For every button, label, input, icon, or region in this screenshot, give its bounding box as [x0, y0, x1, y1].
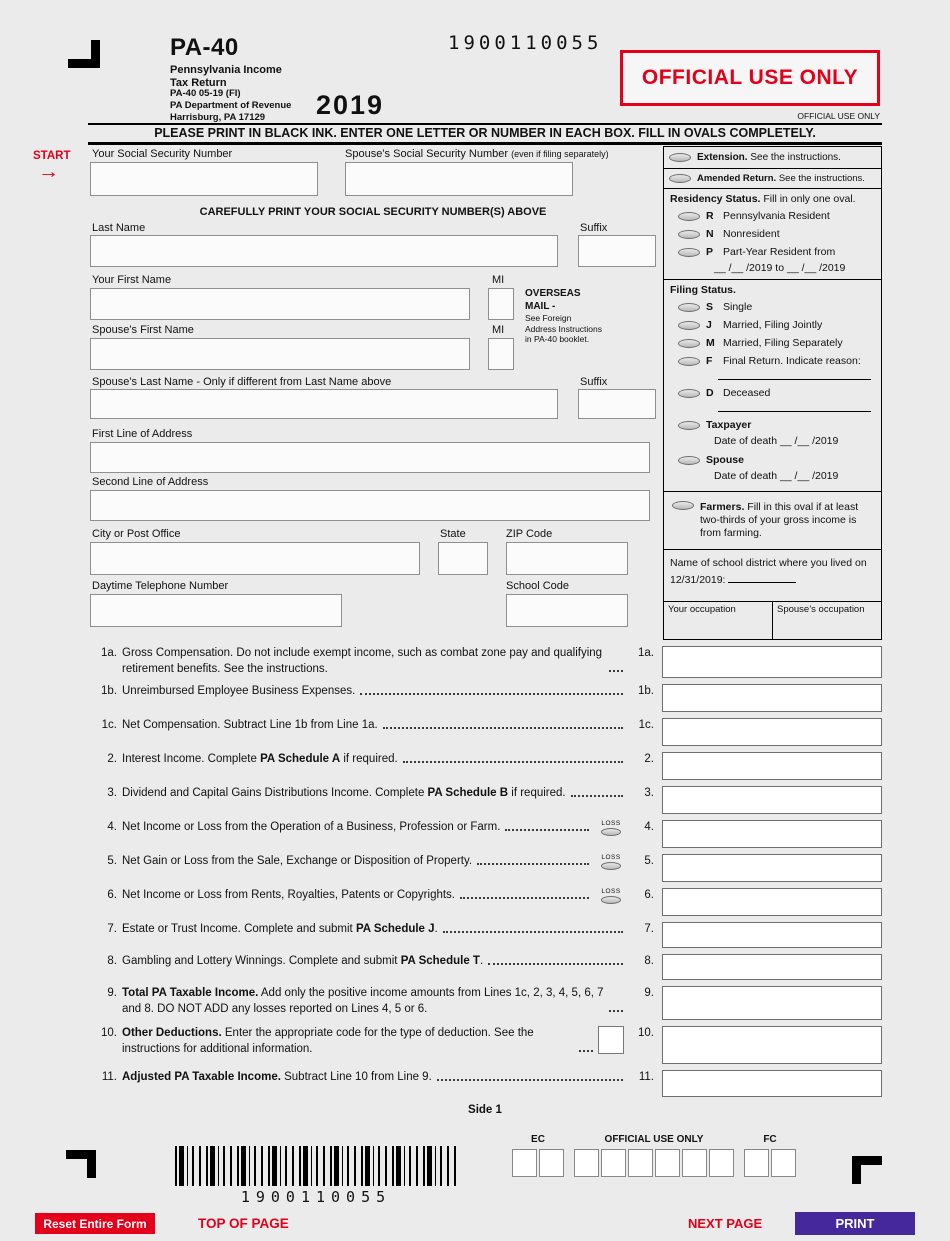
line-ref: 9. — [644, 987, 654, 999]
spouse-oval[interactable] — [678, 456, 700, 465]
line-text: Unreimbursed Employee Business Expenses. — [122, 685, 356, 697]
official-use-box-1[interactable] — [574, 1149, 599, 1177]
line-text: Net Compensation. Subtract Line 1b from Line 1a. — [122, 719, 378, 731]
spouse-mi-input[interactable] — [488, 338, 514, 370]
your-occupation-field[interactable] — [664, 602, 772, 639]
amount-box-1a[interactable] — [662, 646, 882, 678]
official-use-box-6[interactable] — [709, 1149, 734, 1177]
spouse-last-name-input[interactable] — [90, 389, 558, 419]
filing-code-letter: F — [706, 355, 713, 367]
ec-group — [512, 1134, 564, 1177]
filing-option-S — [670, 298, 875, 316]
farmers-label-rest: Fill in this oval if at least two-thirds of your gross income is from farming. — [700, 501, 859, 540]
income-line-8 — [88, 953, 882, 985]
line-number: 10. — [101, 1027, 117, 1039]
address2-input[interactable] — [90, 490, 650, 521]
amount-box-1b[interactable] — [662, 684, 882, 712]
line-ref: 3. — [644, 787, 654, 799]
registration-mark-bottom-left — [66, 1150, 96, 1178]
spouse-deceased-option — [670, 451, 875, 469]
filing-option-label: Married, Filing Separately — [723, 337, 843, 349]
taxpayer-label: Taxpayer — [706, 419, 752, 431]
residency-title — [670, 193, 875, 205]
loss-oval-5[interactable] — [601, 862, 621, 870]
address1-row — [88, 426, 658, 476]
spouse-last-name-row — [88, 376, 658, 426]
farmers-oval[interactable] — [672, 501, 694, 510]
dotted-leader — [477, 863, 589, 865]
deceased-oval[interactable] — [678, 389, 700, 398]
official-use-only-caption: OFFICIAL USE ONLY — [797, 111, 880, 121]
taxpayer-oval[interactable] — [678, 421, 700, 430]
residency-title-rest: Fill in only one oval. — [763, 193, 856, 205]
dotted-leader — [460, 897, 589, 899]
official-use-codes-label: OFFICIAL USE ONLY — [604, 1134, 704, 1145]
address1-label: First Line of Address — [92, 428, 193, 440]
residency-option-R — [670, 207, 875, 225]
income-line-1b — [88, 683, 882, 717]
first-name-input[interactable] — [90, 288, 470, 320]
registration-mark-bottom-right — [852, 1156, 882, 1184]
spouse-last-name-label: Spouse’s Last Name - Only if different from Last Name above — [92, 376, 392, 388]
filing-oval-F[interactable] — [678, 357, 700, 366]
filing-status-title — [670, 284, 875, 296]
extension-row — [664, 147, 881, 169]
form-barcode-number-top: 1900110055 — [448, 32, 603, 54]
overseas-title-line1: OVERSEAS — [525, 288, 581, 299]
line-text: Adjusted PA Taxable Income. Subtract Line 10 from Line 9. — [122, 1071, 432, 1083]
income-line-2 — [88, 751, 882, 785]
side-label: Side 1 — [468, 1104, 502, 1116]
extension-label — [697, 152, 841, 163]
filing-option-label: Married, Filing Jointly — [723, 319, 823, 331]
overseas-mail-note — [525, 288, 653, 345]
line-ref: 1b. — [638, 685, 654, 697]
income-line-4 — [88, 819, 882, 853]
official-use-box-4[interactable] — [655, 1149, 680, 1177]
taxpayer-date-of-death[interactable]: Date of death __ /__ /2019 — [714, 435, 839, 447]
line-number: 1c. — [101, 719, 117, 731]
filing-oval-S[interactable] — [678, 303, 700, 312]
start-arrow-icon: → — [38, 160, 59, 183]
line-ref: 10. — [638, 1027, 654, 1039]
amount-box-6[interactable] — [662, 888, 882, 916]
residency-code-letter: P — [706, 246, 714, 258]
dotted-leader — [488, 963, 623, 965]
dotted-leader — [383, 727, 623, 729]
line-text: Gross Compensation. Do not include exempt income, such as combat zone pay and qualifying retirement benefits. See the instructions. — [122, 647, 603, 675]
fc-label: FC — [763, 1134, 777, 1145]
occupation-row — [664, 601, 881, 639]
amount-box-2[interactable] — [662, 752, 882, 780]
farmers-label — [700, 501, 873, 540]
residency-oval-N[interactable] — [678, 230, 700, 239]
mi-input[interactable] — [488, 288, 514, 320]
line-body — [122, 751, 628, 768]
part-year-dates[interactable]: __ /__ /2019 to __ /__ /2019 — [714, 262, 846, 274]
line-ref: 1c. — [638, 719, 654, 731]
filing-option-M — [670, 334, 875, 352]
dotted-leader — [505, 829, 589, 831]
residency-oval-R[interactable] — [678, 212, 700, 221]
city-state-zip-row — [88, 526, 658, 578]
next-page-link[interactable]: NEXT PAGE — [688, 1216, 763, 1231]
line-body — [122, 819, 594, 836]
overseas-note-line2: Address Instructions — [525, 323, 603, 334]
income-line-1a — [88, 645, 882, 683]
residency-code-letter: N — [706, 228, 714, 240]
school-district-label: Name of school district where you lived on 12/31/2019: — [670, 557, 867, 586]
state-input[interactable] — [438, 542, 488, 575]
amended-return-oval[interactable] — [669, 174, 691, 183]
income-line-7 — [88, 921, 882, 953]
spouse-mi-label: MI — [492, 324, 505, 336]
residency-option-label: Part-Year Resident from — [723, 246, 836, 258]
spouse-ssn-input[interactable] — [345, 162, 573, 196]
last-name-label: Last Name — [92, 222, 146, 234]
official-use-group — [574, 1134, 734, 1177]
taxpayer-deceased-option — [670, 416, 875, 434]
fc-box-1[interactable] — [744, 1149, 769, 1177]
residency-option-label: Pennsylvania Resident — [723, 210, 830, 222]
school-code-label: School Code — [506, 580, 569, 592]
amended-label-bold: Amended Return. — [697, 173, 777, 184]
official-use-only-text: OFFICIAL USE ONLY — [641, 66, 859, 89]
first-name-label: Your First Name — [92, 274, 172, 286]
spouse-ssn-label — [345, 148, 609, 160]
residency-option-N — [670, 225, 875, 243]
filing-code-letter: S — [706, 301, 714, 313]
print-instruction-bar: PLEASE PRINT IN BLACK INK. ENTER ONE LETTER OR NUMBER IN EACH BOX. FILL IN OVALS COMPLETELY. — [88, 123, 882, 145]
residency-oval-P[interactable] — [678, 248, 700, 257]
official-use-box-5[interactable] — [682, 1149, 707, 1177]
ec-label: EC — [531, 1134, 545, 1145]
income-line-1c — [88, 717, 882, 751]
last-name-input[interactable] — [90, 235, 558, 267]
line-text: Net Income or Loss from Rents, Royalties, Patents or Copyrights. — [122, 889, 455, 901]
official-use-codes — [512, 1134, 796, 1177]
suffix-input[interactable] — [578, 235, 656, 267]
address1-input[interactable] — [90, 442, 650, 473]
phone-label: Daytime Telephone Number — [92, 580, 229, 592]
farmers-label-bold: Farmers. — [700, 501, 745, 513]
line-body — [122, 645, 628, 677]
amount-box-1c[interactable] — [662, 718, 882, 746]
line-text: Gambling and Lottery Winnings. Complete and submit PA Schedule T. — [122, 955, 484, 967]
line-text: Total PA Taxable Income. Add only the positive income amounts from Lines 1c, 2, 3, 4, 5, 6, 7 and 8. DO NOT ADD any losses reported on Lines 4, 5 or 6. — [122, 987, 604, 1015]
start-label: START — [33, 150, 71, 162]
line-text: Estate or Trust Income. Complete and submit PA Schedule J. — [122, 923, 438, 935]
ssn-row — [88, 146, 658, 204]
filing-option-label: Single — [723, 301, 753, 313]
amount-box-9[interactable] — [662, 986, 882, 1020]
loss-label: LOSS — [601, 888, 621, 895]
tax-year: 2019 — [316, 90, 385, 120]
amount-box-10[interactable] — [662, 1026, 882, 1064]
form-subtitle — [170, 64, 282, 90]
amount-box-4[interactable] — [662, 820, 882, 848]
line-ref: 2. — [644, 753, 654, 765]
ec-box-1[interactable] — [512, 1149, 537, 1177]
filing-code-letter: M — [706, 337, 715, 349]
residency-title-bold: Residency Status. — [670, 193, 761, 205]
income-line-10 — [88, 1025, 882, 1069]
spouse-ssn-label-text: Spouse’s Social Security Number — [345, 148, 509, 160]
line-number: 11. — [101, 1071, 117, 1083]
extension-oval[interactable] — [669, 153, 691, 162]
filing-option-F — [670, 352, 875, 370]
loss-label: LOSS — [601, 854, 621, 861]
address2-label: Second Line of Address — [92, 476, 209, 488]
dotted-leader — [360, 693, 623, 695]
filing-code-letter: J — [706, 319, 712, 331]
phone-input[interactable] — [90, 594, 342, 627]
school-code-input[interactable] — [506, 594, 628, 627]
amended-label-rest: See the instructions. — [778, 173, 865, 184]
city-input[interactable] — [90, 542, 420, 575]
dotted-leader — [579, 1050, 593, 1052]
line-body — [122, 717, 628, 734]
amount-box-8[interactable] — [662, 954, 882, 980]
loss-label: LOSS — [601, 820, 621, 827]
form-title-block — [170, 34, 282, 90]
overseas-note-line1: See Foreign — [525, 313, 572, 323]
line-number: 6. — [107, 889, 117, 901]
farmers-section — [664, 491, 881, 549]
dotted-leader — [609, 670, 623, 672]
line-number: 5. — [107, 855, 117, 867]
filing-title-bold: Filing Status. — [670, 284, 736, 296]
spouse-first-name-label: Spouse’s First Name — [92, 324, 194, 336]
deceased-code-letter: D — [706, 387, 714, 399]
amended-return-label — [697, 173, 865, 184]
line-ref: 7. — [644, 923, 654, 935]
line-body — [122, 853, 594, 870]
filing-oval-J[interactable] — [678, 321, 700, 330]
spouse-ssn-label-note: (even if filing separately) — [511, 149, 609, 159]
amount-box-7[interactable] — [662, 922, 882, 948]
spouse-suffix-input[interactable] — [578, 389, 656, 419]
line-ref: 1a. — [638, 647, 654, 659]
line-text: Interest Income. Complete PA Schedule A if required. — [122, 753, 398, 765]
suffix-label: Suffix — [580, 222, 608, 234]
line-ref: 8. — [644, 955, 654, 967]
spouse-occupation-field[interactable] — [772, 602, 881, 639]
loss-indicator — [594, 853, 628, 870]
dotted-leader — [609, 1010, 623, 1012]
top-of-page-link[interactable]: TOP OF PAGE — [198, 1216, 289, 1231]
zip-label: ZIP Code — [506, 528, 553, 540]
line-number: 9. — [107, 987, 117, 999]
school-district-section — [664, 549, 881, 594]
ssn-caution-text: CAREFULLY PRINT YOUR SOCIAL SECURITY NUMBER(S) ABOVE — [199, 206, 547, 218]
school-district-input-line[interactable] — [728, 574, 796, 583]
final-return-reason-line[interactable] — [718, 372, 871, 380]
personal-info-section — [88, 146, 658, 632]
barcode — [175, 1146, 457, 1186]
subtitle-line1: Pennsylvania Income — [170, 64, 282, 76]
line-ref: 11. — [638, 1071, 654, 1083]
ssn-label: Your Social Security Number — [92, 148, 233, 160]
line-body — [122, 985, 628, 1017]
dotted-leader — [403, 761, 623, 763]
income-line-6 — [88, 887, 882, 921]
line-number: 4. — [107, 821, 117, 833]
deceased-label: Deceased — [723, 387, 771, 399]
amount-box-5[interactable] — [662, 854, 882, 882]
dept-line1: PA Department of Revenue — [170, 99, 292, 111]
line-text: Net Gain or Loss from the Sale, Exchange or Disposition of Property. — [122, 855, 473, 867]
loss-oval-4[interactable] — [601, 828, 621, 836]
top-section — [88, 146, 882, 640]
dotted-leader — [437, 1079, 623, 1081]
line-number: 1a. — [101, 647, 117, 659]
line-text: Other Deductions. Enter the appropriate code for the type of deduction. See the instructions for additional information. — [122, 1027, 534, 1055]
extension-label-rest: See the instructions. — [750, 152, 841, 163]
deceased-blank-line[interactable] — [718, 404, 871, 412]
amount-box-3[interactable] — [662, 786, 882, 814]
line-body — [122, 887, 594, 904]
ec-box-2[interactable] — [539, 1149, 564, 1177]
deduction-code-box[interactable] — [598, 1026, 624, 1054]
official-use-only-box — [620, 50, 880, 106]
line-number: 8. — [107, 955, 117, 967]
line-number: 2. — [107, 753, 117, 765]
overseas-note-line3: in PA-40 booklet. — [525, 334, 590, 345]
income-lines-section — [88, 645, 882, 1102]
dotted-leader — [571, 795, 623, 797]
line-body — [122, 1025, 598, 1057]
overseas-title-line2: MAIL - — [525, 300, 556, 312]
line-body — [122, 683, 628, 700]
spouse-label: Spouse — [706, 454, 744, 466]
barcode-number: 1900110055 — [240, 1188, 392, 1206]
filing-option-J — [670, 316, 875, 334]
line-ref: 5. — [644, 855, 654, 867]
deceased-option — [670, 384, 875, 402]
filing-options — [670, 298, 875, 370]
line-body — [122, 785, 628, 802]
line-number: 1b. — [101, 685, 117, 697]
filing-option-label: Final Return. Indicate reason: — [723, 355, 861, 367]
spouse-first-name-input[interactable] — [90, 338, 470, 370]
fc-box-2[interactable] — [771, 1149, 796, 1177]
line-number: 3. — [107, 787, 117, 799]
residency-options — [670, 207, 875, 261]
filing-oval-M[interactable] — [678, 339, 700, 348]
spouse-suffix-label: Suffix — [580, 376, 608, 388]
mi-label: MI — [492, 274, 505, 286]
income-line-3 — [88, 785, 882, 819]
line-ref: 6. — [644, 889, 654, 901]
form-meta-block — [170, 88, 291, 124]
form-code: PA-40 05-19 (FI) — [170, 88, 241, 99]
residency-option-label: Nonresident — [723, 228, 780, 240]
status-panel — [663, 146, 882, 640]
income-line-9 — [88, 985, 882, 1025]
address2-row — [88, 476, 658, 526]
dotted-leader — [443, 931, 623, 933]
ssn-input[interactable] — [90, 162, 318, 196]
loss-indicator — [594, 887, 628, 904]
phone-school-row — [88, 578, 658, 632]
subtitle-line2: Tax Return — [170, 77, 227, 90]
spouse-date-of-death[interactable]: Date of death __ /__ /2019 — [714, 470, 839, 482]
official-use-box-2[interactable] — [601, 1149, 626, 1177]
filing-status-section — [664, 279, 881, 491]
residency-option-P — [670, 243, 875, 261]
income-line-11 — [88, 1069, 882, 1102]
farmers-option — [670, 496, 875, 544]
loss-oval-6[interactable] — [601, 896, 621, 904]
line-text: Dividend and Capital Gains Distributions Income. Complete PA Schedule B if required. — [122, 787, 566, 799]
line-ref: 4. — [644, 821, 654, 833]
line-body — [122, 1069, 628, 1086]
form-id: PA-40 — [170, 34, 239, 61]
your-occupation-label: Your occupation — [668, 604, 736, 615]
last-name-row — [88, 222, 658, 272]
official-use-box-3[interactable] — [628, 1149, 653, 1177]
line-body — [122, 921, 628, 938]
residency-code-letter: R — [706, 210, 714, 222]
extension-label-bold: Extension. — [697, 152, 748, 163]
amount-box-11[interactable] — [662, 1070, 882, 1097]
amended-return-row — [664, 169, 881, 189]
dept-line2: Harrisburg, PA 17129 — [170, 111, 266, 123]
line-number: 7. — [107, 923, 117, 935]
line-text: Net Income or Loss from the Operation of a Business, Profession or Farm. — [122, 821, 501, 833]
state-label: State — [440, 528, 466, 540]
print-button[interactable]: PRINT — [795, 1212, 915, 1235]
registration-mark-top-left — [68, 40, 100, 68]
loss-indicator — [594, 819, 628, 836]
city-label: City or Post Office — [92, 528, 181, 540]
fc-group — [744, 1134, 796, 1177]
zip-input[interactable] — [506, 542, 628, 575]
line-body — [122, 953, 628, 970]
spouse-occupation-label: Spouse’s occupation — [777, 604, 865, 615]
income-line-5 — [88, 853, 882, 887]
reset-entire-form-button[interactable]: Reset Entire Form — [35, 1213, 155, 1234]
residency-section — [664, 189, 881, 279]
